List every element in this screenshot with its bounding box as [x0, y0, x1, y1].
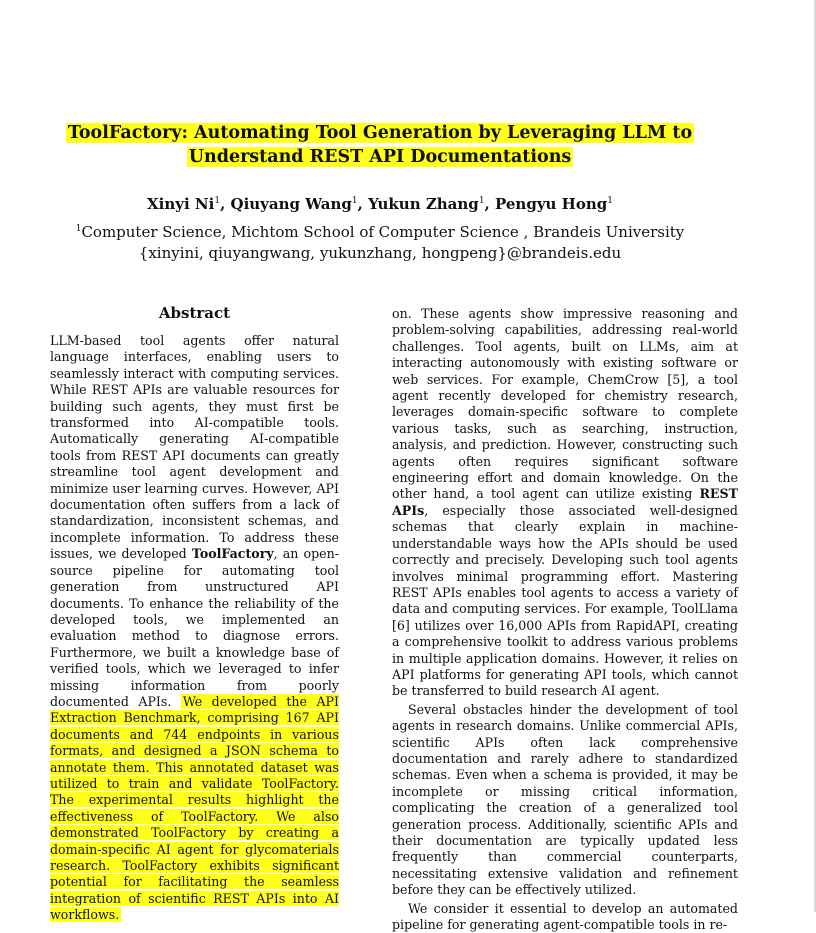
author-affil-mark: 1 [478, 196, 485, 206]
author-list: Xinyi Ni$^1$, Qiuyang Wang$^1$, Yukun Zhang$^1$, Pengyu Hong$^1$ [147, 195, 613, 213]
affiliation-mark: 1 [75, 224, 82, 234]
author-name: Yukun Zhang [368, 195, 479, 213]
body-paragraph: Several obstacles hinder the development of tool agents in research domains. Unlike commercial APIs, scientific APIs often lack comprehensive documentation and rarely adhere to standardized schemas. Even when a schema is provided, it may be incomplete or missing critical information, complicating the creation of a generalized tool generation process. Additionally, scientific APIs and their documentation are typically updated less frequently than commercial counterparts, necessitating extensive validation and refinement before they can be effectively utilized. [392, 701, 738, 898]
body-paragraph-1a: on. These agents show impressive reasoning and problem-solving capabilities, addressing real-world challenges. Tool agents, built on LLMs, aim at interacting autonomously with existing software or web services. For example, ChemCrow [5], a tool agent recently developed for chemistry research, leverages domain-specific software to complete various tasks, such as searching, instruction, analysis, and prediction. However, constructing such agents often requires significant software engineering effort and domain knowledge. On the other hand, a tool agent can utilize existing [392, 306, 738, 502]
author-emails: {xinyini, qiuyangwang, yukunzhang, hongpeng}@brandeis.edu [138, 244, 622, 262]
rest-apis-bold: REST APIs [392, 486, 738, 518]
abstract-highlighted-text: We developed the API Extraction Benchmark, comprising 167 API documents and 744 endpoints in various formats, and designed a JSON schema to annotate them. This annotated dataset was utilized to train and validate ToolFactory. The experimental results highlight the effectiveness of ToolFactory. We also demonstrated ToolFactory by creating a domain-specific AI agent for glycomaterials research. ToolFactory exhibits significant potential for facilitating the seamless integration of scientific REST APIs into AI workflows. [50, 693, 339, 923]
body-column [392, 306, 738, 933]
author-name: Xinyi Ni [147, 195, 215, 213]
affiliation [40, 221, 720, 243]
abstract-text-part2: , an open-source pipeline for automating tool generation from unstructured API documents. To enhance the reliability of the developed tools, we implemented an evaluation method to diagnose errors. Furthermore, we built a knowledge base of verified tools, which we leveraged to infer missing information from poorly documented APIs. [50, 546, 340, 709]
body-paragraph [392, 306, 738, 700]
title-line-2: Understand REST API Documentations [188, 147, 572, 167]
body-paragraph: We consider it essential to develop an automated pipeline for generating agent-compatible tools in re- [392, 900, 738, 933]
abstract-text-part1: LLM-based tool agents offer natural language interfaces, enabling users to seamlessly interact with computing services. While REST APIs are valuable resources for building such agents, they must first be transformed into AI-compatible tools. Automatically generating AI-compatible tools from REST API documents can greatly streamline tool agent development and minimize user learning curves. However, API documentation often suffers from a lack of standardization, inconsistent schemas, and incomplete information. To address these issues, we developed [50, 333, 339, 562]
title-line-1: ToolFactory: Automating Tool Generation by Leveraging LLM to [67, 123, 693, 143]
author-name: Qiuyang Wang [230, 195, 352, 213]
abstract-text [50, 333, 339, 924]
author-name: Pengyu Hong [495, 195, 608, 213]
author-affil-mark: 1 [351, 196, 358, 206]
abstract-column [50, 333, 339, 924]
affiliation-text: Computer Science, Michtom School of Computer Science , Brandeis University [81, 223, 685, 241]
abstract-heading: Abstract [158, 304, 231, 322]
author-affil-mark: 1 [214, 196, 221, 206]
body-paragraph-1b: , especially those associated well-designed schemas that clearly explain in machine-understandable ways how the APIs should be used correctly and precisely. Developing such tool agents involves minimal programming effort. Mastering REST APIs enables tool agents to access a variety of data and computing services. For example, ToolLlama [6] utilizes over 16,000 APIs from RapidAPI, creating a comprehensive toolkit to address various problems in multiple application domains. However, it relies on API platforms for generating API tools, which cannot be transferred to build research AI agent. [392, 502, 738, 699]
author-affil-mark: 1 [607, 196, 613, 206]
paper-title [40, 121, 720, 169]
abstract-toolfactory-bold: ToolFactory [191, 546, 274, 562]
